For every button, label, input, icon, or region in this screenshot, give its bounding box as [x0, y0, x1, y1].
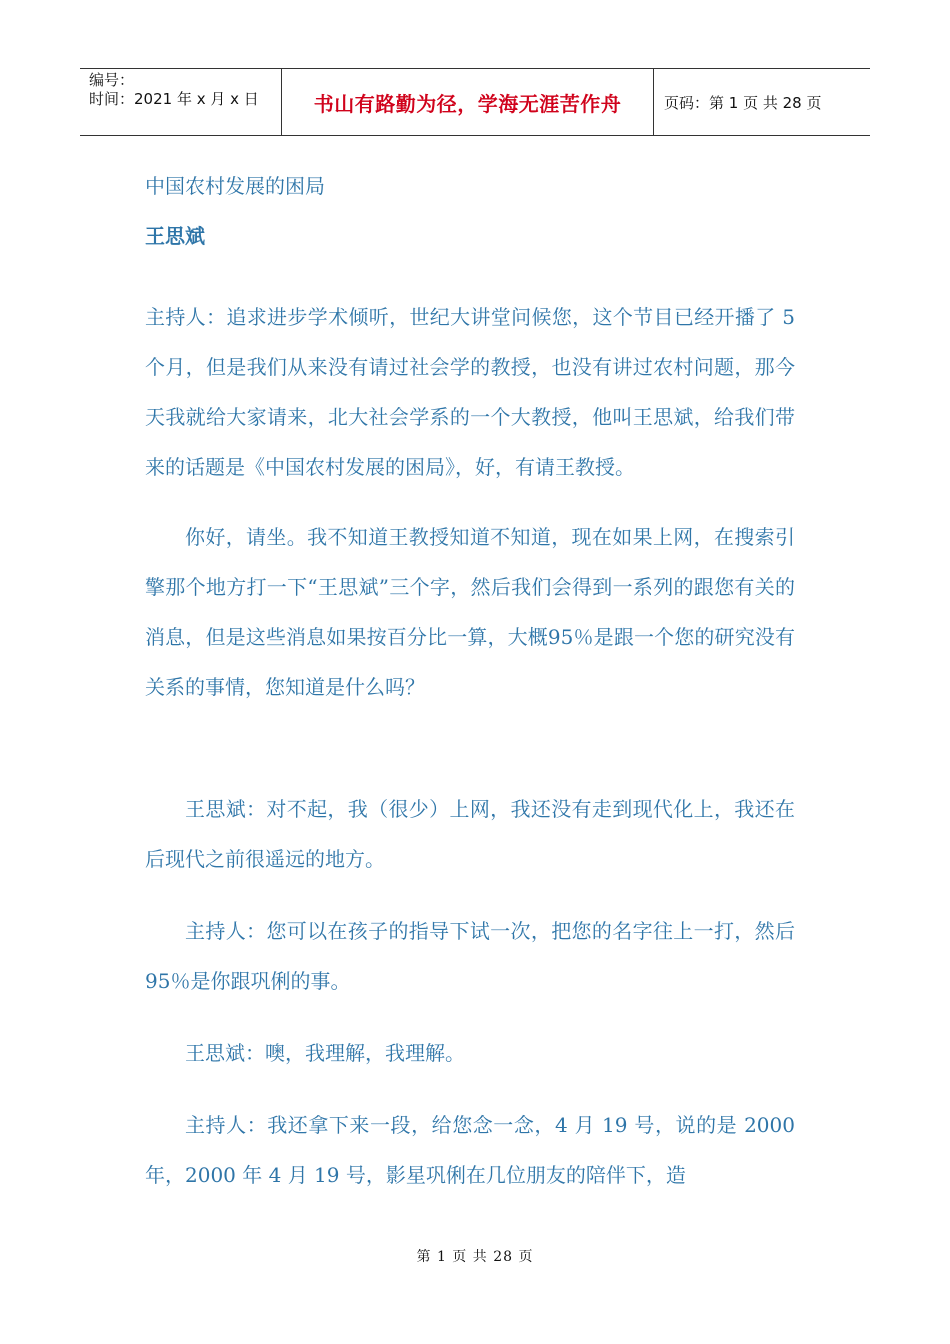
header-page-info: 页码：第 1 页 共 28 页 [664, 93, 822, 112]
header-meta-cell [80, 69, 282, 135]
footer-page-number: 第 1 页 共 28 页 [416, 1249, 534, 1265]
paragraph: 主持人：我还拿下来一段，给您念一念，4 月 19 号，说的是 2000 年，2000 年 4 月 19 号，影星巩俐在几位朋友的陪伴下，造 [145, 1113, 795, 1187]
paragraph: 主持人：您可以在孩子的指导下试一次，把您的名字往上一打，然后 95％是你跟巩俐的事。 [145, 919, 795, 993]
header-page-cell [654, 69, 870, 135]
paragraph: 主持人：追求进步学术倾听，世纪大讲堂问候您，这个节目已经开播了 5 个月，但是我们从来没有请过社会学的教授，也没有讲过农村问题，那今天我就给大家请来，北大社会学系的一个大教授，他叫王思斌，给我们带来的话题是《中国农村发展的困局》，好，有请王教授。 [145, 305, 795, 479]
header-motto-cell [282, 69, 654, 135]
paragraph: 王思斌：对不起，我（很少）上网，我还没有走到现代化上，我还在后现代之前很遥远的地方。 [145, 797, 795, 871]
header-motto: 书山有路勤为径，学海无涯苦作舟 [313, 91, 622, 116]
page-footer [0, 1246, 950, 1266]
document-author: 王思斌 [145, 224, 205, 248]
paragraph: 王思斌：噢，我理解，我理解。 [185, 1041, 465, 1065]
document-number-label: 编号： [89, 71, 135, 89]
document-body [145, 164, 795, 1200]
header-table [80, 68, 870, 136]
document-title: 中国农村发展的困局 [145, 174, 325, 198]
document-time-label: 时间：2021 年 x 月 x 日 [89, 90, 259, 108]
paragraph: 你好，请坐。我不知道王教授知道不知道，现在如果上网，在搜索引擎那个地方打一下“王思斌”三个字，然后我们会得到一系列的跟您有关的消息，但是这些消息如果按百分比一算，大概95％是跟一个您的研究没有关系的事情，您知道是什么吗？ [145, 525, 795, 699]
